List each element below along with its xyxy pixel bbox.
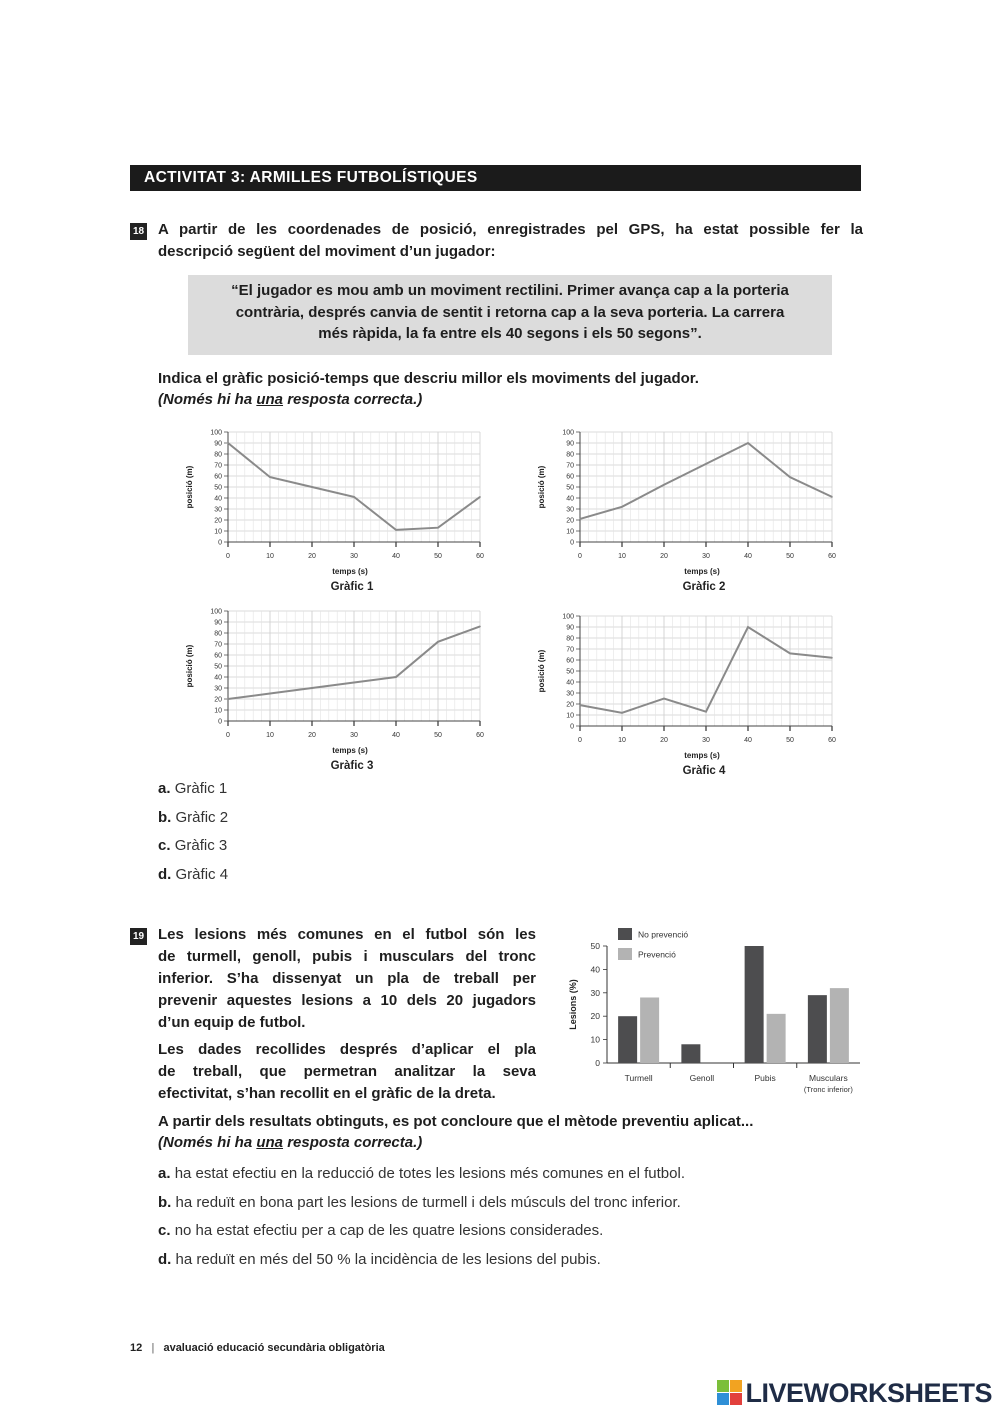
y-tick-label: 20 — [566, 701, 574, 709]
data-point — [437, 527, 439, 529]
q18-option-c[interactable]: c. Gràfic 3 — [158, 837, 228, 854]
footer-separator: | — [151, 1342, 155, 1354]
y-axis-label: posició (m) — [537, 649, 546, 693]
x-tick-label: 10 — [266, 732, 274, 739]
y-tick-label: 50 — [566, 668, 574, 676]
y-tick-label: 30 — [566, 690, 574, 698]
legend-label: Prevenció — [638, 949, 676, 960]
y-tick-label: 50 — [566, 484, 574, 492]
logo-text: LIVEWORKSHEETS — [745, 1378, 992, 1408]
x-tick-label: 30 — [702, 553, 710, 560]
y-tick-label: 40 — [566, 679, 574, 687]
q19-text — [158, 924, 536, 1034]
x-tick-label: 10 — [266, 553, 274, 560]
data-point — [479, 496, 481, 498]
data-point — [269, 476, 271, 478]
y-tick-label: 10 — [214, 528, 222, 536]
bar — [640, 997, 659, 1063]
y-tick-label: 90 — [566, 440, 574, 448]
y-tick-label: 100 — [210, 429, 222, 437]
footer-text: avaluació educació secundària obligatòria — [163, 1342, 385, 1354]
y-tick-label: 80 — [214, 630, 222, 638]
y-tick-label: 70 — [566, 462, 574, 470]
category-sublabel: (Tronc inferior) — [803, 1085, 853, 1094]
data-point — [395, 676, 397, 678]
q19-option-b[interactable]: b. ha reduït en bona part les lesions de turmell i dels músculs del tronc inferior. — [158, 1194, 681, 1211]
data-point — [663, 484, 665, 486]
x-axis-label: temps (s) — [684, 751, 720, 760]
data-point — [705, 463, 707, 465]
data-point — [227, 442, 229, 444]
q19-instruction: A partir dels resultats obtinguts, es pot concloure que el mètode preventiu aplicat... — [158, 1113, 754, 1130]
x-axis-label: temps (s) — [332, 567, 368, 576]
x-tick-label: 60 — [828, 553, 836, 560]
q18-option-d[interactable]: d. Gràfic 4 — [158, 866, 229, 883]
x-tick-label: 30 — [350, 553, 358, 560]
data-point — [269, 693, 271, 695]
line-chart-grafic-1 — [170, 422, 510, 602]
data-point — [579, 704, 581, 706]
q18-option-b[interactable]: b. Gràfic 2 — [158, 809, 229, 826]
q19-text-line: Les lesions més comunes en el futbol són les — [158, 926, 536, 943]
x-tick-label: 0 — [226, 732, 230, 739]
y-tick-label: 60 — [566, 473, 574, 481]
data-point — [395, 529, 397, 531]
y-tick-label: 30 — [214, 506, 222, 514]
y-axis-label: posició (m) — [537, 465, 546, 509]
q18-text-line2: descripció següent del moviment d’un jugador: — [158, 243, 496, 260]
x-tick-label: 20 — [308, 732, 316, 739]
y-tick-label: 80 — [566, 635, 574, 643]
data-point — [663, 698, 665, 700]
y-tick-label: 60 — [214, 473, 222, 481]
y-axis-label: Lesions (%) — [568, 979, 578, 1030]
x-tick-label: 50 — [786, 553, 794, 560]
quote-line: contrària, després canvia de sentit i retorna cap a la seva porteria. La carrera — [235, 303, 785, 321]
x-tick-label: 40 — [392, 553, 400, 560]
y-tick-label: 10 — [590, 1034, 600, 1045]
y-tick-label: 80 — [214, 451, 222, 459]
chart-title: Gràfic 3 — [330, 760, 374, 772]
chart-title: Gràfic 2 — [682, 581, 726, 593]
x-axis-label: temps (s) — [332, 746, 368, 755]
q19-text-line: prevenir aquestes lesions a 10 dels 20 jugadors — [158, 992, 536, 1009]
y-tick-label: 80 — [566, 451, 574, 459]
data-point — [479, 626, 481, 628]
bar — [808, 995, 827, 1063]
y-tick-label: 20 — [214, 517, 222, 525]
q19-text2-line: Les dades recollides després d’aplicar el pla — [158, 1041, 536, 1058]
data-point — [621, 712, 623, 714]
x-tick-label: 0 — [226, 553, 230, 560]
y-tick-label: 40 — [214, 495, 222, 503]
page-number: 12 — [130, 1342, 143, 1354]
category-label: Genoll — [689, 1073, 715, 1083]
y-tick-label: 0 — [595, 1058, 600, 1068]
y-tick-label: 0 — [218, 539, 222, 547]
y-tick-label: 70 — [566, 646, 574, 654]
x-tick-label: 40 — [392, 732, 400, 739]
x-tick-label: 10 — [618, 553, 626, 560]
y-tick-label: 10 — [566, 712, 574, 720]
q19-text-line: d’un equip de futbol. — [158, 1014, 306, 1031]
data-point — [437, 641, 439, 643]
x-tick-label: 40 — [744, 737, 752, 744]
legend-label: No prevenció — [638, 929, 689, 940]
q19-note: (Només hi ha una resposta correcta.) — [158, 1134, 423, 1151]
liveworksheets-logo — [717, 1378, 992, 1413]
y-axis-label: posició (m) — [185, 465, 194, 509]
bar — [767, 1014, 786, 1063]
question-number-19: 19 — [130, 928, 147, 945]
y-tick-label: 70 — [214, 641, 222, 649]
category-label: Pubis — [754, 1073, 776, 1083]
y-axis-label: posició (m) — [185, 644, 194, 688]
bar — [681, 1044, 700, 1063]
data-point — [831, 496, 833, 498]
y-tick-label: 50 — [590, 941, 600, 951]
q19-text2-line: efectivitat, s’han recollit en el gràfic de la dreta. — [158, 1085, 496, 1102]
data-point — [353, 682, 355, 684]
page-footer — [130, 1342, 385, 1354]
y-tick-label: 10 — [214, 707, 222, 715]
chart-title: Gràfic 4 — [682, 765, 726, 777]
q18-instruction: Indica el gràfic posició-temps que descriu millor els moviments del jugador. — [158, 370, 699, 387]
data-point — [579, 518, 581, 520]
q18-note: (Només hi ha una resposta correcta.) — [158, 391, 423, 408]
y-tick-label: 60 — [566, 657, 574, 665]
q18-text-line1: A partir de les coordenades de posició, enregistrades pel GPS, ha estat possible fer la — [158, 221, 863, 238]
bar — [830, 988, 849, 1063]
y-tick-label: 60 — [214, 652, 222, 660]
x-tick-label: 30 — [702, 737, 710, 744]
y-tick-label: 40 — [214, 674, 222, 682]
activity-header: ACTIVITAT 3: ARMILLES FUTBOLÍSTIQUES — [130, 165, 861, 191]
y-tick-label: 0 — [218, 718, 222, 726]
line-chart-grafic-3 — [170, 601, 510, 786]
x-tick-label: 20 — [660, 553, 668, 560]
y-tick-label: 100 — [562, 429, 574, 437]
quote-line: més ràpida, la fa entre els 40 segons i els 50 segons”. — [318, 325, 702, 342]
x-tick-label: 60 — [476, 553, 484, 560]
y-tick-label: 90 — [214, 619, 222, 627]
data-point — [311, 486, 313, 488]
data-point — [311, 687, 313, 689]
y-tick-label: 30 — [214, 685, 222, 693]
question-number-18: 18 — [130, 223, 147, 240]
y-tick-label: 40 — [566, 495, 574, 503]
chart-title: Gràfic 1 — [330, 581, 374, 593]
bar-chart-lesions — [560, 920, 870, 1105]
logo-icon — [717, 1380, 743, 1413]
x-axis-label: temps (s) — [684, 567, 720, 576]
x-tick-label: 40 — [744, 553, 752, 560]
y-tick-label: 30 — [566, 506, 574, 514]
y-tick-label: 100 — [562, 613, 574, 621]
x-tick-label: 30 — [350, 732, 358, 739]
x-tick-label: 0 — [578, 553, 582, 560]
y-tick-label: 70 — [214, 462, 222, 470]
y-tick-label: 20 — [214, 696, 222, 704]
quote-line: “El jugador es mou amb un moviment rectilini. Primer avança cap a la porteria — [231, 282, 789, 299]
data-point — [747, 442, 749, 444]
category-label: Turmell — [624, 1073, 653, 1083]
y-tick-label: 100 — [210, 608, 222, 616]
y-tick-label: 90 — [566, 624, 574, 632]
q19-text2-line: de treball, que permetran analitzar la seva — [158, 1063, 536, 1080]
y-tick-label: 20 — [590, 1011, 600, 1022]
data-point — [747, 626, 749, 628]
legend-swatch — [618, 948, 632, 960]
y-tick-label: 30 — [590, 987, 600, 998]
line-chart-grafic-4 — [522, 606, 862, 786]
data-point — [353, 496, 355, 498]
q19-text-line: inferior. S’ha dissenyat un pla de treball per — [158, 970, 536, 987]
y-tick-label: 0 — [570, 539, 574, 547]
category-label: Musculars — [809, 1073, 848, 1083]
bar — [618, 1016, 637, 1063]
data-point — [227, 698, 229, 700]
data-point — [789, 476, 791, 478]
q19-text-line: de turmell, genoll, pubis i musculars del tronc — [158, 948, 536, 965]
x-tick-label: 10 — [618, 737, 626, 744]
x-tick-label: 0 — [578, 737, 582, 744]
x-tick-label: 60 — [828, 737, 836, 744]
data-point — [621, 506, 623, 508]
data-point — [789, 653, 791, 655]
x-tick-label: 50 — [786, 737, 794, 744]
x-tick-label: 50 — [434, 553, 442, 560]
x-tick-label: 20 — [660, 737, 668, 744]
x-tick-label: 50 — [434, 732, 442, 739]
line-chart-grafic-2 — [522, 422, 862, 602]
q19-option-d[interactable]: d. ha reduït en més del 50 % la incidència de les lesions del pubis. — [158, 1251, 601, 1268]
x-tick-label: 20 — [308, 553, 316, 560]
y-tick-label: 40 — [590, 964, 600, 975]
y-tick-label: 0 — [570, 723, 574, 731]
q18-quote-box — [188, 275, 832, 355]
y-tick-label: 10 — [566, 528, 574, 536]
x-tick-label: 60 — [476, 732, 484, 739]
q18-option-a[interactable]: a. Gràfic 1 — [158, 780, 228, 797]
bar — [745, 946, 764, 1063]
q19-option-a[interactable]: a. ha estat efectiu en la reducció de totes les lesions més comunes en el futbol. — [158, 1165, 685, 1182]
q19-text2 — [158, 1039, 536, 1105]
data-point — [705, 711, 707, 713]
q19-option-c[interactable]: c. no ha estat efectiu per a cap de les quatre lesions considerades. — [158, 1222, 604, 1239]
y-tick-label: 20 — [566, 517, 574, 525]
y-tick-label: 50 — [214, 663, 222, 671]
y-tick-label: 90 — [214, 440, 222, 448]
legend-swatch — [618, 928, 632, 940]
data-point — [831, 657, 833, 659]
y-tick-label: 50 — [214, 484, 222, 492]
